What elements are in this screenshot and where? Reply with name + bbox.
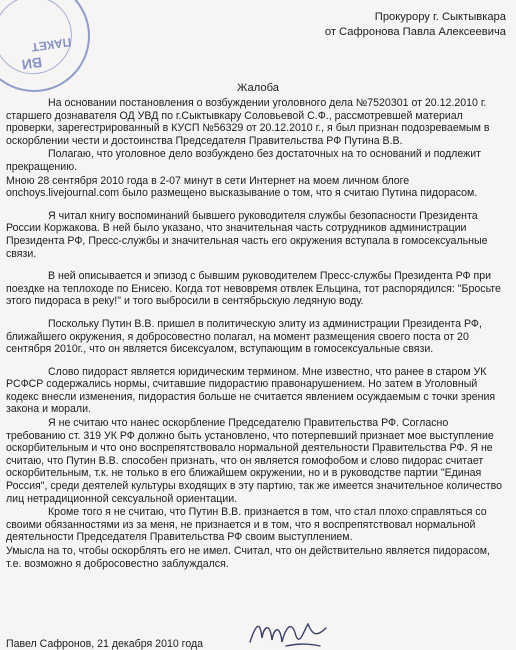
paragraph-1: На основании постановления о возбуждении уголовного дела №7520301 от 20.12.2010 г. старшего дознавателя ОД УВД по г.Сыктывкару Соловьевой С.Ф., рассмотревшей материал проверки, зарегестрированный в КУСП №56329 от 20.12.2010 г., я был признан подозреваемым в оскорблении чести и достоинства Председателя Правительства РФ Путина В.В. xyxy=(6,97,490,147)
paragraph-9: Кроме того я не считаю, что Путин В.В. признается в том, что стал плохо справляться со своими обязанностями из за меня, не признается и в том, что я воспрепятствовал нормальной деятельности Председателя Правительства РФ своим выступлением. xyxy=(6,506,487,544)
paragraph-8: Я не считаю что нанес оскорбление Председателю Правительства РФ. Согласно требованию ст. 319 УК РФ должно быть установлено, что потерпевший признает мое выступление оскорбительным и что оно воспрепятствовало нормальной деятельности Правительства РФ. Я не считаю, что Путин В.В. способен признать, что он является гомофобом и слово пидорас считает оскорбительным, т.к. не только в его ближайшем окружении, но и в руководстве партии "Единая Россия", среди деятелей культуры входящих в эту партию, так же имеется значительное количество лиц нетрадиционной сексуальной ориентации. xyxy=(6,417,502,505)
paragraph-10: Умысла на то, чтобы оскорблять его не имел. Считал, что он действительно является пидорасом, т.е. возможно я добросовестно заблуждался. xyxy=(6,545,490,570)
signer-name-date: Павел Сафронов, 21 декабря 2010 года xyxy=(6,638,204,650)
sender-line: от Сафронова Павла Алексеевича xyxy=(324,26,506,38)
complaint-body xyxy=(6,97,504,571)
addressee-block xyxy=(325,10,506,40)
stamp-text-top: ПАКЕТ xyxy=(30,34,73,55)
handwritten-signature xyxy=(246,616,336,650)
paragraph-3: Мною 28 сентября 2010 года в 2-07 минут в сети Интернет на моем личном блоге onchoys.livejournal.com было размещено высказывание о том, что я считаю Путина пидорасом. xyxy=(6,174,478,200)
addressee-line: Прокурору г. Сыктывкара xyxy=(374,11,506,23)
stamp-text-side: ВИ xyxy=(20,54,44,73)
paragraph-7: Слово пидораст является юридическим термином. Мне известно, что ранее в старом УК РСФСР содержались нормы, считавшие пидорастию правонарушением. Но затем в Уголовный кодекс внесли изменения, пидорастия больше не считается явлением осуждаемым с точки зрения закона и морали. xyxy=(6,365,496,416)
paragraph-4: Я читал книгу воспоминаний бывшего руководителя службы безопасности Президента России Коржакова. В ней было указано, что значительная часть сотрудников администрации Президента РФ, Пресс-службы и значительная часть его окружения вступала в гомосексуальные связи. xyxy=(6,209,488,260)
paragraph-5: В ней описывается и эпизод с бывшим руководителем Пресс-службы Президента РФ при поездке на теплоходе по Енисею. Когда тот невовремя отвлек Ельцина, тот распорядился: "Бросьте этого пидораса в реку!" и того выбросили в сентябрьскую ледяную воду. xyxy=(6,270,501,308)
paragraph-6: Поскольку Путин В.В. пришел в политическую элиту из администрации Президента РФ, ближайшего окружения, я добросовестно полагал, на момент размещения своего поста от 20 сентября 2010г., что он является бисексуалом, вступающим в гомосексуальные связи. xyxy=(6,317,482,356)
paragraph-2: Полагаю, что уголовное дело возбуждено без достаточных на то оснований и подлежит прекращению. xyxy=(6,148,481,173)
document-title: Жалоба xyxy=(237,82,279,94)
